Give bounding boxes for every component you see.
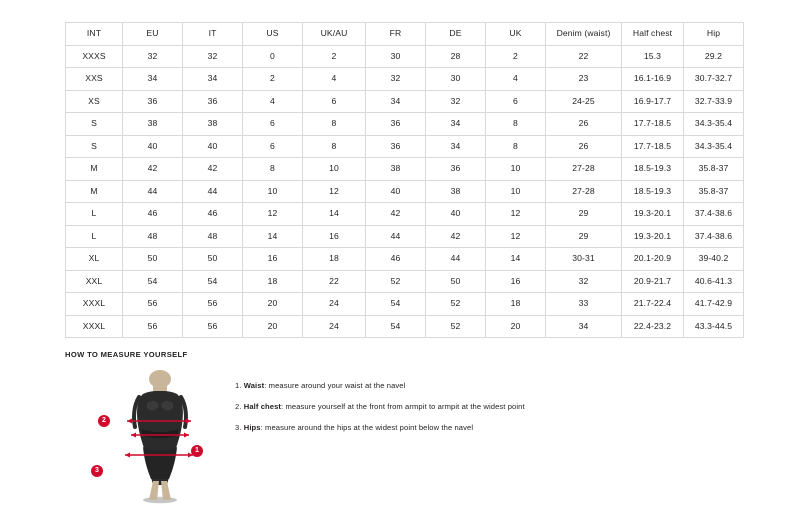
mannequin-figure-icon bbox=[105, 369, 215, 504]
cell-eu: 38 bbox=[123, 113, 183, 136]
cell-de: 32 bbox=[426, 90, 486, 113]
column-header-half-chest: Half chest bbox=[622, 23, 684, 46]
measure-term-half-chest: Half chest bbox=[243, 401, 282, 411]
cell-uk-au: 10 bbox=[303, 158, 366, 181]
cell-us: 2 bbox=[243, 68, 303, 91]
measure-instruction-number-3: 3. bbox=[235, 422, 244, 432]
cell-eu: 54 bbox=[123, 270, 183, 293]
cell-hip: 35.8-37 bbox=[684, 180, 744, 203]
mannequin-illustration bbox=[95, 369, 215, 504]
cell-fr: 36 bbox=[366, 113, 426, 136]
measure-instruction-waist bbox=[235, 381, 525, 391]
cell-it: 54 bbox=[183, 270, 243, 293]
column-header-uk: UK bbox=[486, 23, 546, 46]
how-to-measure-body bbox=[65, 369, 745, 504]
cell-eu: 46 bbox=[123, 203, 183, 226]
cell-it: 32 bbox=[183, 45, 243, 68]
cell-half-chest: 22.4-23.2 bbox=[622, 315, 684, 338]
cell-de: 28 bbox=[426, 45, 486, 68]
cell-fr: 36 bbox=[366, 135, 426, 158]
cell-fr: 46 bbox=[366, 248, 426, 271]
cell-us: 20 bbox=[243, 315, 303, 338]
cell-it: 38 bbox=[183, 113, 243, 136]
column-header-eu: EU bbox=[123, 23, 183, 46]
cell-uk-au: 18 bbox=[303, 248, 366, 271]
cell-fr: 42 bbox=[366, 203, 426, 226]
cell-de: 38 bbox=[426, 180, 486, 203]
cell-fr: 52 bbox=[366, 270, 426, 293]
measure-term-waist: Waist bbox=[243, 381, 265, 390]
cell-hip: 41.7-42.9 bbox=[684, 293, 744, 316]
measure-instruction-half-chest bbox=[235, 402, 525, 412]
cell-it: 42 bbox=[183, 158, 243, 181]
cell-denim-waist: 27-28 bbox=[546, 158, 622, 181]
cell-de: 40 bbox=[426, 203, 486, 226]
cell-eu: 40 bbox=[123, 135, 183, 158]
cell-hip: 29.2 bbox=[684, 45, 744, 68]
cell-eu: 42 bbox=[123, 158, 183, 181]
cell-denim-waist: 29 bbox=[546, 225, 622, 248]
cell-hip: 30.7-32.7 bbox=[684, 68, 744, 91]
measure-bullet-1: 1 bbox=[191, 445, 203, 457]
measure-instructions-list bbox=[235, 381, 525, 444]
cell-hip: 35.8-37 bbox=[684, 158, 744, 181]
cell-de: 44 bbox=[426, 248, 486, 271]
cell-denim-waist: 22 bbox=[546, 45, 622, 68]
cell-fr: 54 bbox=[366, 293, 426, 316]
cell-us: 0 bbox=[243, 45, 303, 68]
cell-half-chest: 19.3-20.1 bbox=[622, 203, 684, 226]
cell-int: XXXL bbox=[66, 293, 123, 316]
cell-uk: 8 bbox=[486, 113, 546, 136]
table-row bbox=[66, 225, 744, 248]
cell-denim-waist: 33 bbox=[546, 293, 622, 316]
cell-it: 36 bbox=[183, 90, 243, 113]
cell-it: 56 bbox=[183, 293, 243, 316]
cell-denim-waist: 32 bbox=[546, 270, 622, 293]
cell-de: 36 bbox=[426, 158, 486, 181]
measure-text-waist: : measure around your waist at the navel bbox=[264, 381, 406, 390]
cell-denim-waist: 27-28 bbox=[546, 180, 622, 203]
column-header-hip: Hip bbox=[684, 23, 744, 46]
cell-half-chest: 18.5-19.3 bbox=[622, 158, 684, 181]
cell-half-chest: 20.1-20.9 bbox=[622, 248, 684, 271]
cell-eu: 36 bbox=[123, 90, 183, 113]
cell-eu: 34 bbox=[123, 68, 183, 91]
cell-uk-au: 2 bbox=[303, 45, 366, 68]
cell-uk-au: 8 bbox=[303, 113, 366, 136]
cell-denim-waist: 26 bbox=[546, 113, 622, 136]
cell-uk-au: 4 bbox=[303, 68, 366, 91]
cell-half-chest: 18.5-19.3 bbox=[622, 180, 684, 203]
cell-eu: 56 bbox=[123, 293, 183, 316]
cell-de: 52 bbox=[426, 315, 486, 338]
column-header-it: IT bbox=[183, 23, 243, 46]
cell-hip: 37.4-38.6 bbox=[684, 203, 744, 226]
cell-it: 46 bbox=[183, 203, 243, 226]
cell-fr: 32 bbox=[366, 68, 426, 91]
cell-de: 50 bbox=[426, 270, 486, 293]
cell-int: XXXS bbox=[66, 45, 123, 68]
table-row bbox=[66, 113, 744, 136]
cell-us: 14 bbox=[243, 225, 303, 248]
cell-hip: 32.7-33.9 bbox=[684, 90, 744, 113]
cell-hip: 34.3-35.4 bbox=[684, 135, 744, 158]
cell-hip: 37.4-38.6 bbox=[684, 225, 744, 248]
cell-uk-au: 24 bbox=[303, 315, 366, 338]
cell-uk: 10 bbox=[486, 158, 546, 181]
cell-de: 30 bbox=[426, 68, 486, 91]
cell-int: S bbox=[66, 135, 123, 158]
cell-hip: 39-40.2 bbox=[684, 248, 744, 271]
cell-de: 34 bbox=[426, 135, 486, 158]
cell-uk-au: 16 bbox=[303, 225, 366, 248]
cell-int: XXS bbox=[66, 68, 123, 91]
cell-eu: 32 bbox=[123, 45, 183, 68]
measure-bullet-2: 2 bbox=[98, 415, 110, 427]
cell-eu: 50 bbox=[123, 248, 183, 271]
cell-int: XS bbox=[66, 90, 123, 113]
size-chart-container bbox=[65, 22, 733, 338]
table-row bbox=[66, 68, 744, 91]
cell-fr: 54 bbox=[366, 315, 426, 338]
cell-de: 34 bbox=[426, 113, 486, 136]
table-row bbox=[66, 180, 744, 203]
table-row bbox=[66, 315, 744, 338]
cell-int: XL bbox=[66, 248, 123, 271]
measure-bullet-3: 3 bbox=[91, 465, 103, 477]
cell-hip: 43.3-44.5 bbox=[684, 315, 744, 338]
cell-uk: 12 bbox=[486, 203, 546, 226]
measure-term-hips: Hips bbox=[243, 422, 261, 432]
cell-de: 52 bbox=[426, 293, 486, 316]
cell-half-chest: 16.1-16.9 bbox=[622, 68, 684, 91]
cell-half-chest: 20.9-21.7 bbox=[622, 270, 684, 293]
table-row bbox=[66, 293, 744, 316]
cell-us: 12 bbox=[243, 203, 303, 226]
cell-uk: 18 bbox=[486, 293, 546, 316]
cell-it: 56 bbox=[183, 315, 243, 338]
how-to-measure-title: HOW TO MEASURE YOURSELF bbox=[65, 350, 188, 359]
cell-uk-au: 22 bbox=[303, 270, 366, 293]
table-row bbox=[66, 45, 744, 68]
cell-uk: 2 bbox=[486, 45, 546, 68]
column-header-de: DE bbox=[426, 23, 486, 46]
cell-hip: 40.6-41.3 bbox=[684, 270, 744, 293]
cell-us: 10 bbox=[243, 180, 303, 203]
cell-us: 18 bbox=[243, 270, 303, 293]
cell-int: XXL bbox=[66, 270, 123, 293]
cell-int: M bbox=[66, 180, 123, 203]
cell-half-chest: 21.7-22.4 bbox=[622, 293, 684, 316]
cell-half-chest: 16.9-17.7 bbox=[622, 90, 684, 113]
cell-uk: 12 bbox=[486, 225, 546, 248]
cell-it: 44 bbox=[183, 180, 243, 203]
table-row bbox=[66, 203, 744, 226]
cell-uk: 8 bbox=[486, 135, 546, 158]
cell-denim-waist: 24-25 bbox=[546, 90, 622, 113]
cell-us: 4 bbox=[243, 90, 303, 113]
cell-denim-waist: 26 bbox=[546, 135, 622, 158]
cell-int: S bbox=[66, 113, 123, 136]
cell-fr: 34 bbox=[366, 90, 426, 113]
cell-denim-waist: 29 bbox=[546, 203, 622, 226]
cell-it: 34 bbox=[183, 68, 243, 91]
cell-uk: 10 bbox=[486, 180, 546, 203]
cell-uk-au: 24 bbox=[303, 293, 366, 316]
column-header-us: US bbox=[243, 23, 303, 46]
table-row bbox=[66, 248, 744, 271]
cell-us: 6 bbox=[243, 113, 303, 136]
cell-fr: 38 bbox=[366, 158, 426, 181]
cell-it: 48 bbox=[183, 225, 243, 248]
cell-us: 20 bbox=[243, 293, 303, 316]
cell-us: 16 bbox=[243, 248, 303, 271]
cell-uk: 4 bbox=[486, 68, 546, 91]
measure-instruction-number-1: 1. bbox=[235, 381, 244, 390]
column-header-uk-au: UK/AU bbox=[303, 23, 366, 46]
cell-int: L bbox=[66, 225, 123, 248]
cell-half-chest: 15.3 bbox=[622, 45, 684, 68]
table-row bbox=[66, 158, 744, 181]
cell-fr: 44 bbox=[366, 225, 426, 248]
cell-de: 42 bbox=[426, 225, 486, 248]
cell-eu: 48 bbox=[123, 225, 183, 248]
cell-eu: 44 bbox=[123, 180, 183, 203]
how-to-measure-section bbox=[65, 350, 745, 504]
measure-instruction-number-2: 2. bbox=[235, 401, 244, 411]
cell-uk-au: 12 bbox=[303, 180, 366, 203]
column-header-fr: FR bbox=[366, 23, 426, 46]
cell-hip: 34.3-35.4 bbox=[684, 113, 744, 136]
measure-instruction-hips bbox=[235, 423, 525, 433]
cell-fr: 30 bbox=[366, 45, 426, 68]
table-row bbox=[66, 135, 744, 158]
cell-int: XXXL bbox=[66, 315, 123, 338]
cell-eu: 56 bbox=[123, 315, 183, 338]
cell-us: 8 bbox=[243, 158, 303, 181]
measure-text-hips: : measure around the hips at the widest point below the navel bbox=[260, 422, 474, 432]
cell-it: 40 bbox=[183, 135, 243, 158]
cell-half-chest: 19.3-20.1 bbox=[622, 225, 684, 248]
cell-denim-waist: 23 bbox=[546, 68, 622, 91]
cell-int: L bbox=[66, 203, 123, 226]
cell-us: 6 bbox=[243, 135, 303, 158]
cell-uk: 6 bbox=[486, 90, 546, 113]
column-header-denim-waist: Denim (waist) bbox=[546, 23, 622, 46]
table-row bbox=[66, 270, 744, 293]
cell-uk: 16 bbox=[486, 270, 546, 293]
table-header-row bbox=[66, 23, 744, 46]
size-chart-table bbox=[65, 22, 744, 338]
cell-uk: 20 bbox=[486, 315, 546, 338]
cell-denim-waist: 34 bbox=[546, 315, 622, 338]
cell-it: 50 bbox=[183, 248, 243, 271]
cell-uk: 14 bbox=[486, 248, 546, 271]
cell-uk-au: 8 bbox=[303, 135, 366, 158]
cell-fr: 40 bbox=[366, 180, 426, 203]
cell-uk-au: 14 bbox=[303, 203, 366, 226]
cell-int: M bbox=[66, 158, 123, 181]
cell-half-chest: 17.7-18.5 bbox=[622, 113, 684, 136]
cell-uk-au: 6 bbox=[303, 90, 366, 113]
measure-text-half-chest: : measure yourself at the front from armpit to armpit at the widest point bbox=[281, 401, 525, 411]
cell-half-chest: 17.7-18.5 bbox=[622, 135, 684, 158]
table-row bbox=[66, 90, 744, 113]
column-header-int: INT bbox=[66, 23, 123, 46]
cell-denim-waist: 30-31 bbox=[546, 248, 622, 271]
